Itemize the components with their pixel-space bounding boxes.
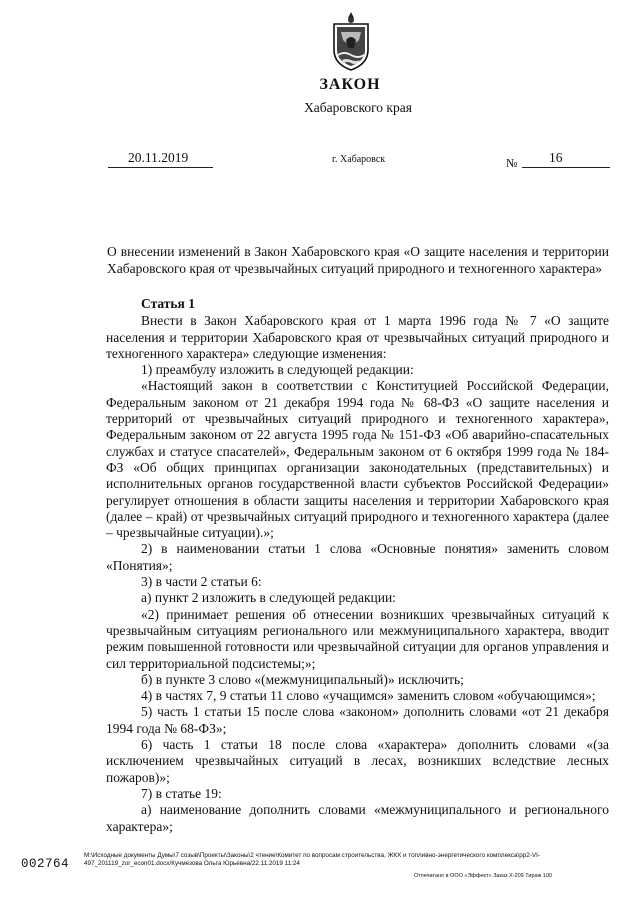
document-body bbox=[106, 296, 609, 835]
document-title-line: О внесении изменений в Закон Хабаровского края «О защите населения и территории bbox=[107, 244, 609, 259]
paragraph: б) в пункте 3 слово «(межмуниципальный)» исключить; bbox=[141, 671, 464, 687]
paragraph: 5) часть 1 статьи 15 после слова «законом» дополнить словами «от 21 декабря 1994 года № 68-ФЗ»; bbox=[106, 704, 609, 736]
paragraph: 3) в части 2 статьи 6: bbox=[141, 574, 262, 590]
paragraph: 7) в статье 19: bbox=[141, 785, 222, 801]
paragraph: а) пункт 2 изложить в следующей редакции: bbox=[141, 590, 396, 606]
printer-note: Отпечатано в ООО «Эффект» Заказ Х-209 Тираж 100 bbox=[414, 873, 552, 879]
document-title bbox=[107, 243, 609, 277]
law-title: ЗАКОН bbox=[319, 76, 381, 93]
paragraph: 2) в наименовании статьи 1 слова «Основные понятия» заменить словом «Понятия»; bbox=[106, 541, 609, 573]
law-city: г. Хабаровск bbox=[332, 154, 386, 165]
paragraph: Внести в Закон Хабаровского края от 1 марта 1996 года № 7 «О защите населения и территории Хабаровского края от чрезвычайных ситуаций природного и техногенного характера» следующие изменения: bbox=[106, 313, 609, 361]
registration-number: 002764 bbox=[21, 857, 70, 871]
paragraph: а) наименование дополнить словами «межмуниципального и регионального характера»; bbox=[106, 802, 609, 834]
paragraph: 4) в частях 7, 9 статьи 11 слово «учащимся» заменить словом «обучающимся»; bbox=[141, 688, 596, 704]
article-heading: Статья 1 bbox=[141, 296, 195, 311]
paragraph: «Настоящий закон в соответствии с Конституцией Российской Федерации, Федеральным законом от 21 декабря 1994 года № 68-ФЗ «О защите населения и территорий от чрезвычайных ситуаций природного и техногенного характера», Федеральным законом от 22 августа 1995 года № 151-ФЗ «Об аварийно-спасательных службах и статусе спасателей», Федеральным законом от 6 октября 1999 года № 184-ФЗ «Об общих принципах организации законодательных (представительных) и исполнительных органов государственной власти субъектов Российской Федерации» регулирует отношения в области защиты населения и территории Хабаровского края (далее – край) от чрезвычайных ситуаций природного и техногенного характера (далее – чрезвычайные ситуации).»; bbox=[106, 378, 609, 541]
document-title-line: Хабаровского края от чрезвычайных ситуаций природного и техногенного характера» bbox=[107, 261, 602, 276]
paragraph: «2) принимает решения об отнесении возникших чрезвычайных ситуаций к чрезвычайным ситуациям регионального или межмуниципального характера, вводит режим повышенной готовности или чрезвычайной ситуации для органов управления и сил территориальной подсистемы;»; bbox=[106, 606, 609, 671]
law-number: 16 bbox=[549, 150, 563, 165]
law-subtitle: Хабаровского края bbox=[304, 100, 412, 115]
file-path: M:\Исходные документы Думы\7 созыв\Проекты\Законы\2 чтение\Комитет по вопросам строительства, ЖКХ и топливно-энергетического комплекса\рр2-VI-497_201119_zor_econ01.docx/Кучмезова Ольга Юрьевна/22.11.2019 11:24 bbox=[84, 852, 540, 867]
number-sign: № bbox=[506, 156, 518, 170]
number-underline bbox=[522, 167, 610, 168]
paragraph: 6) часть 1 статьи 18 после слова «характера» дополнить словами «(за исключением чрезвычайных ситуаций в лесах, возникших вследствие лесных пожаров)»; bbox=[106, 737, 609, 785]
paragraph: 1) преамбулу изложить в следующей редакции: bbox=[141, 362, 414, 378]
date-underline bbox=[108, 167, 213, 168]
khabarovsk-coat-of-arms bbox=[328, 10, 374, 74]
law-date: 20.11.2019 bbox=[128, 150, 189, 165]
